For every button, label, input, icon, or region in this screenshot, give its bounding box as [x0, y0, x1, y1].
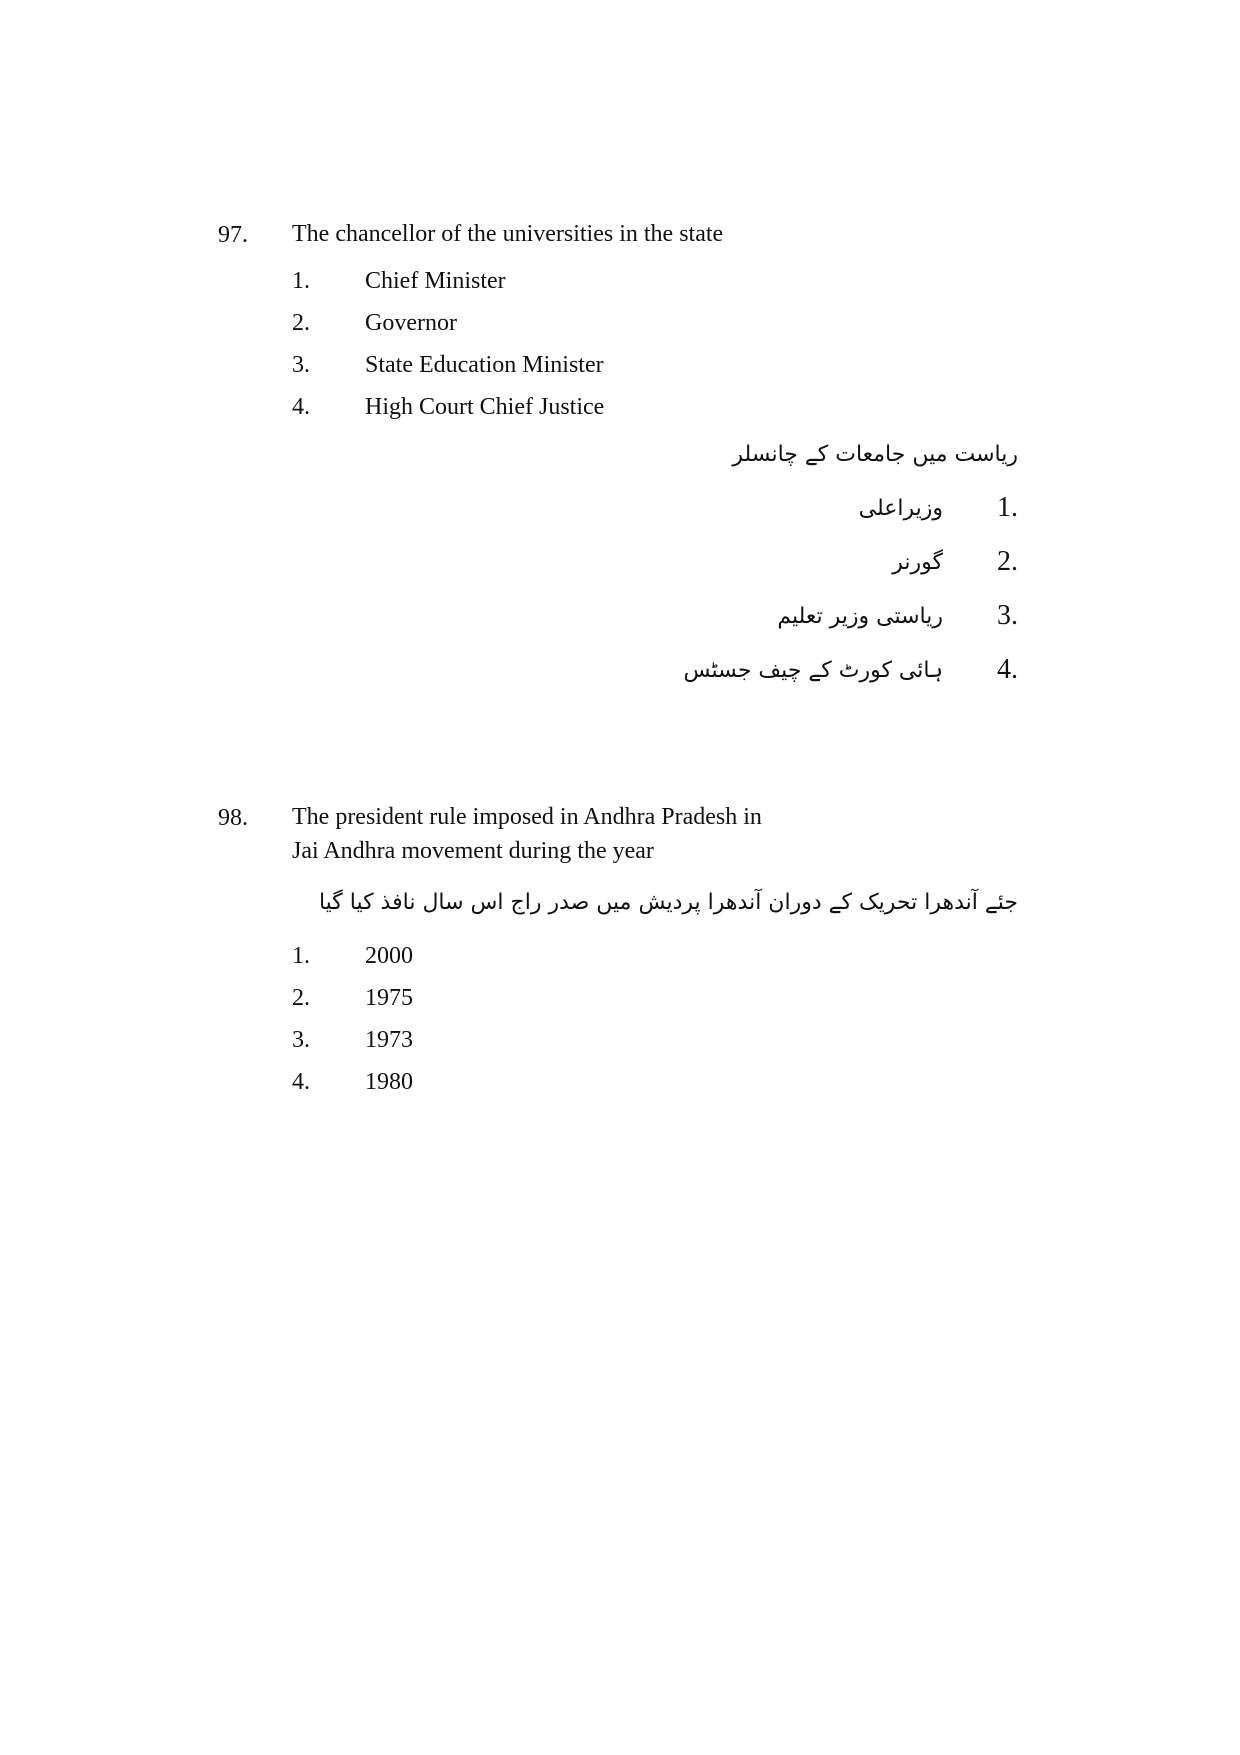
urdu-option-number: 4.	[997, 654, 1018, 685]
question-number: 97.	[218, 222, 248, 248]
urdu-option-text: وزیراعلی	[858, 496, 943, 521]
urdu-option-4	[618, 654, 1018, 694]
option-number: 1.	[292, 268, 310, 294]
question-text	[292, 800, 762, 868]
question-text	[292, 217, 723, 251]
urdu-option-text: ہائی کورٹ کے چیف جسٹس	[683, 658, 943, 683]
question-text-line: Jai Andhra movement during the year	[292, 838, 654, 864]
option-number: 3.	[292, 1027, 310, 1053]
option-text: 1975	[365, 985, 413, 1011]
option-number: 4.	[292, 394, 310, 420]
option-text: 1980	[365, 1069, 413, 1095]
question-text-line: The president rule imposed in Andhra Pradesh in	[292, 804, 762, 830]
urdu-option-number: 2.	[997, 546, 1018, 577]
urdu-option-2	[618, 546, 1018, 586]
option-text: Chief Minister	[365, 268, 506, 294]
option-number: 1.	[292, 943, 310, 969]
question-text-line: The chancellor of the universities in the state	[292, 221, 724, 247]
option-number: 2.	[292, 985, 310, 1011]
option-text: Governor	[365, 310, 457, 336]
option-number: 4.	[292, 1069, 310, 1095]
option-text: 2000	[365, 943, 413, 969]
urdu-option-number: 1.	[997, 492, 1018, 523]
urdu-option-text: ریاستی وزیر تعلیم	[777, 604, 943, 629]
option-text: High Court Chief Justice	[365, 394, 605, 420]
urdu-question-text: ریاست میں جامعات کے چانسلر	[732, 442, 1018, 467]
urdu-option-number: 3.	[997, 600, 1018, 631]
option-text: 1973	[365, 1027, 413, 1053]
option-number: 2.	[292, 310, 310, 336]
urdu-question-text: جئے آندھرا تحریک کے دوران آندھرا پردیش میں صدر راج اس سال نافذ کیا گیا	[318, 890, 1018, 915]
option-number: 3.	[292, 352, 310, 378]
urdu-option-1	[618, 492, 1018, 532]
question-number: 98.	[218, 805, 248, 831]
urdu-option-3	[618, 600, 1018, 640]
urdu-option-text: گورنر	[892, 550, 943, 575]
option-text: State Education Minister	[365, 352, 604, 378]
